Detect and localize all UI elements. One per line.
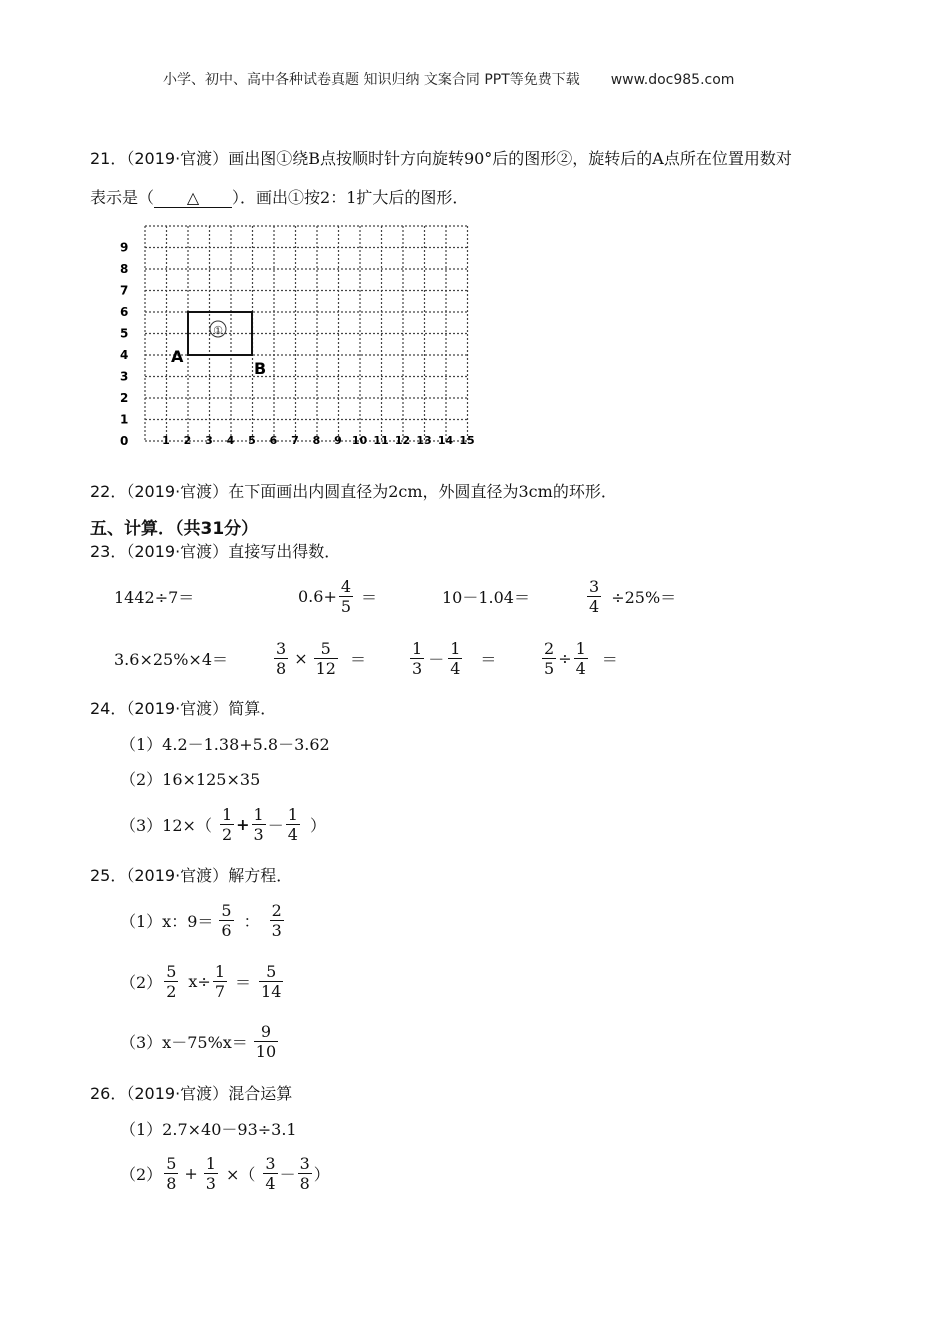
x-tick-label: 13 <box>416 434 432 447</box>
question-tag: （2019·官渡） <box>126 1084 229 1103</box>
q23-item-e: 3.6×25%×4＝ <box>114 649 229 669</box>
x-tick-label: 12 <box>394 434 411 447</box>
header-url: www.doc985.com <box>610 72 735 88</box>
question-number: 23． <box>90 542 127 561</box>
page-header <box>163 69 734 89</box>
y-tick-label: 2 <box>120 391 129 405</box>
x-tick-label: 11 <box>373 434 389 447</box>
question-tag: （2019·官渡） <box>126 149 229 168</box>
figure-1-label: ① <box>213 324 223 337</box>
section-title: 五、计算．（共31分） <box>90 519 259 539</box>
q23-item-d: $\frac{3}{4}$ ÷25%＝ <box>589 576 677 616</box>
x-axis-labels <box>162 434 474 447</box>
q24-part-2: （2）16×125×35 <box>120 770 261 789</box>
q23-item-f: $\frac{3}{8}$ × $\frac{5}{12}$ ＝ <box>276 638 366 678</box>
question-25 <box>90 863 292 886</box>
fraction: $\frac{4}{5}$ <box>340 576 352 616</box>
question-text: 表示是（ <box>90 188 155 207</box>
q23-item-a: 1442÷7＝ <box>114 587 195 607</box>
x-tick-label: 4 <box>226 434 235 447</box>
question-text: 直接写出得数． <box>228 542 341 561</box>
x-tick-label: 8 <box>312 434 321 447</box>
fraction: $\frac{3}{4}$ <box>589 576 600 616</box>
q23-item-g: $\frac{1}{3}$ － $\frac{1}{4}$ ＝ <box>412 638 497 678</box>
x-tick-label: 14 <box>437 434 454 447</box>
q26-part-1: （1）2.7×40－93÷3.1 <box>120 1120 297 1139</box>
question-26 <box>90 1081 292 1104</box>
question-tag: （2019·官渡） <box>126 542 229 561</box>
q23-item-b: 0.6+ $\frac{4}{5}$ ＝ <box>298 576 378 616</box>
q24-part-1: （1）4.2－1.38+5.8－3.62 <box>120 735 330 754</box>
question-number: 25． <box>90 866 127 885</box>
question-tag: （2019·官渡） <box>126 866 229 885</box>
header-text: 小学、初中、高中各种试卷真题 知识归纳 文案合同 PPT等免费下载 <box>163 72 580 88</box>
question-21-line2 <box>90 185 468 208</box>
y-tick-label: 8 <box>120 262 129 276</box>
x-tick-label: 10 <box>351 434 368 447</box>
question-22 <box>90 479 617 502</box>
question-text: 解方程． <box>228 866 293 885</box>
answer-blank: △ <box>154 188 232 208</box>
question-23 <box>90 539 340 562</box>
q25-part-2: （2） $\frac{5}{2}$ x÷ $\frac{1}{7}$ ＝ $\frac{5}{14}$ <box>120 961 282 1001</box>
x-tick-label: 7 <box>291 434 299 447</box>
x-tick-label: 9 <box>334 434 342 447</box>
y-tick-label: 3 <box>120 369 129 384</box>
x-tick-label: 6 <box>269 434 278 447</box>
question-number: 22． <box>90 482 127 501</box>
q25-part-1: （1）x：9＝ $\frac{5}{6}$ ： $\frac{2}{3}$ <box>120 900 282 940</box>
question-tag: （2019·官渡） <box>126 482 229 501</box>
y-tick-label: 4 <box>120 348 129 362</box>
y-tick-label: 5 <box>120 326 129 341</box>
question-24 <box>90 696 276 719</box>
q25-part-3: （3）x－75%x＝ $\frac{9}{10}$ <box>120 1021 277 1061</box>
y-tick-label: 7 <box>120 283 129 298</box>
y-tick-label: 6 <box>120 305 129 319</box>
coordinate-grid <box>110 218 480 454</box>
q23-item-c: 10－1.04＝ <box>442 587 530 607</box>
question-text: 简算． <box>228 699 277 718</box>
question-text: ）．画出①按2：1扩大后的图形． <box>232 188 469 207</box>
point-b-label: B <box>254 359 267 378</box>
x-tick-label: 1 <box>162 434 170 447</box>
x-tick-label: 15 <box>459 434 475 447</box>
question-tag: （2019·官渡） <box>126 699 229 718</box>
question-number: 24． <box>90 699 127 718</box>
y-axis-labels <box>120 241 128 449</box>
x-tick-label: 5 <box>248 434 256 447</box>
x-tick-label: 3 <box>205 434 213 447</box>
question-21-line1 <box>90 146 792 169</box>
y-tick-label: 0 <box>120 434 129 448</box>
grid-lines <box>145 226 468 441</box>
q26-part-2: （2） $\frac{5}{8}$ + $\frac{1}{3}$ ×（ $\frac{3}{4}$ － $\frac{3}{8}$ ） <box>120 1153 330 1193</box>
x-tick-label: 2 <box>183 434 192 447</box>
question-text: 在下面画出内圆直径为2cm，外圆直径为3cm的环形． <box>228 482 617 501</box>
q23-item-h: $\frac{2}{5}$ ÷ $\frac{1}{4}$ ＝ <box>544 638 618 678</box>
question-text: 混合运算 <box>228 1084 293 1103</box>
y-tick-label: 1 <box>120 412 129 427</box>
point-a-label: A <box>171 347 184 366</box>
y-tick-label: 9 <box>120 240 129 255</box>
question-number: 26． <box>90 1084 127 1103</box>
question-number: 21． <box>90 149 127 168</box>
q24-part-3: （3）12×（ $\frac{1}{2}$ + $\frac{1}{3}$ － $\frac{1}{4}$ ） <box>120 804 326 844</box>
question-text: 画出图①绕B点按顺时针方向旋转90°后的图形②，旋转后的A点所在位置用数对 <box>228 149 792 168</box>
